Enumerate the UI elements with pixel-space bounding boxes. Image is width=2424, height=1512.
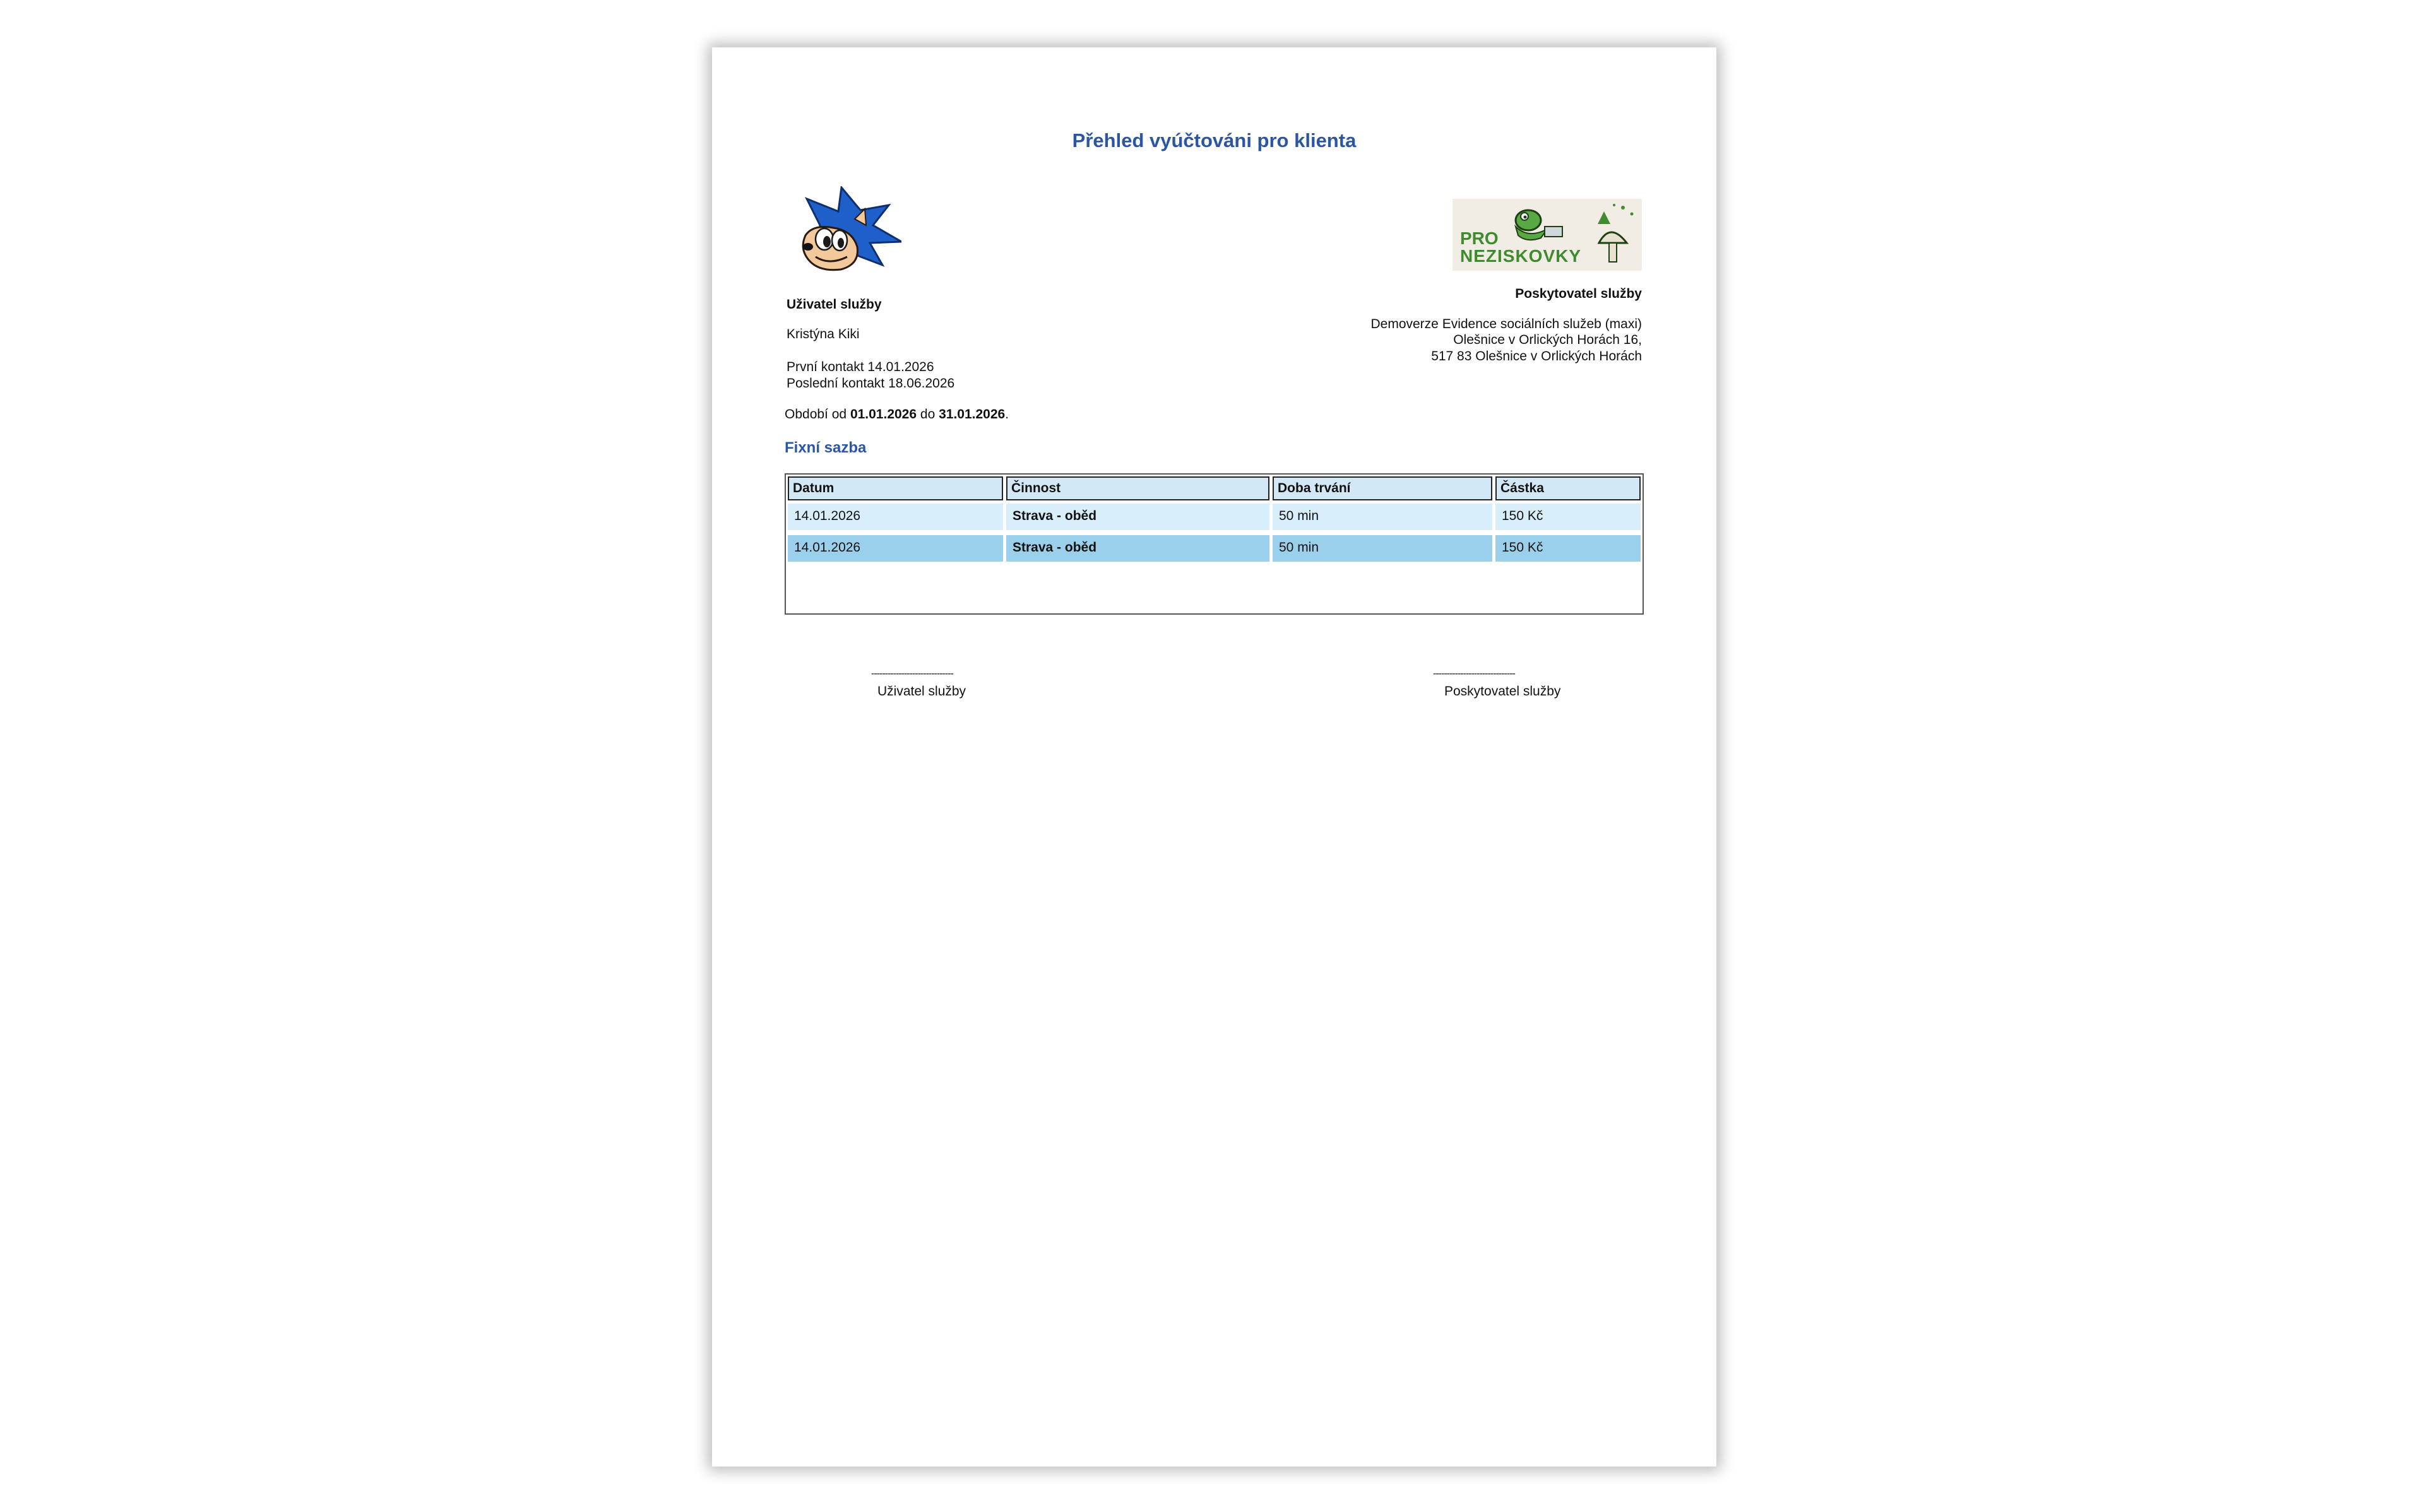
- document-title: Přehled vyúčtováni pro klienta: [1072, 129, 1357, 151]
- table-header-cell: Činnost: [1006, 476, 1269, 500]
- table-cell-activity: Strava - oběd: [1006, 504, 1269, 530]
- first-contact: První kontakt 14.01.2026: [787, 360, 934, 374]
- period-suffix: .: [1005, 407, 1009, 422]
- logo-text-pro: PRO: [1460, 228, 1499, 248]
- table-header-row: [788, 476, 1641, 500]
- client-signature-label: Uživatel služby: [877, 684, 966, 699]
- table-cell-amount: 150 Kč: [1495, 535, 1641, 562]
- logo-text-name: NEZISKOVKY: [1460, 246, 1582, 266]
- table-cell-date: 14.01.2026: [788, 504, 1003, 530]
- table-header-cell: Datum: [788, 476, 1003, 500]
- billing-table: [785, 473, 1644, 615]
- period-prefix: Období od: [785, 407, 847, 422]
- table-cell-duration: 50 min: [1273, 504, 1492, 530]
- client-signature-line: ------------------------------: [871, 668, 953, 679]
- document-page: [712, 47, 1716, 1467]
- table-header-cell: Doba trvání: [1273, 476, 1492, 500]
- table-cell-duration: 50 min: [1273, 535, 1492, 562]
- client-name: Kristýna Kiki: [787, 327, 860, 341]
- last-contact: Poslední kontakt 18.06.2026: [787, 376, 955, 391]
- period-to: 31.01.2026: [939, 407, 1006, 422]
- client-heading: Uživatel služby: [787, 297, 882, 312]
- table-cell-date: 14.01.2026: [788, 535, 1003, 562]
- provider-address-line2: Olešnice v Orlických Horách 16,: [1453, 333, 1642, 347]
- period-from: 01.01.2026: [850, 407, 917, 422]
- provider-heading: Poskytovatel služby: [1515, 286, 1642, 301]
- table-cell-activity: Strava - oběd: [1006, 535, 1269, 562]
- provider-logo: [1453, 199, 1642, 271]
- section-title: Fixní sazba: [785, 439, 867, 456]
- billing-period: [785, 406, 1009, 423]
- provider-signature-line: ------------------------------: [1433, 668, 1515, 679]
- period-middle: do: [920, 407, 936, 422]
- table-header-cell: Částka: [1495, 476, 1641, 500]
- provider-address-line3: 517 83 Olešnice v Orlických Horách: [1431, 349, 1642, 363]
- table-cell-amount: 150 Kč: [1495, 504, 1641, 530]
- table-row: [788, 535, 1641, 562]
- provider-address-line1: Demoverze Evidence sociálních služeb (maxi): [1370, 317, 1642, 331]
- provider-signature-label: Poskytovatel služby: [1444, 684, 1561, 699]
- hedgehog-mascot-icon: [794, 186, 901, 273]
- table-row: [788, 504, 1641, 530]
- frog-mushroom-logo-icon: [1453, 199, 1642, 271]
